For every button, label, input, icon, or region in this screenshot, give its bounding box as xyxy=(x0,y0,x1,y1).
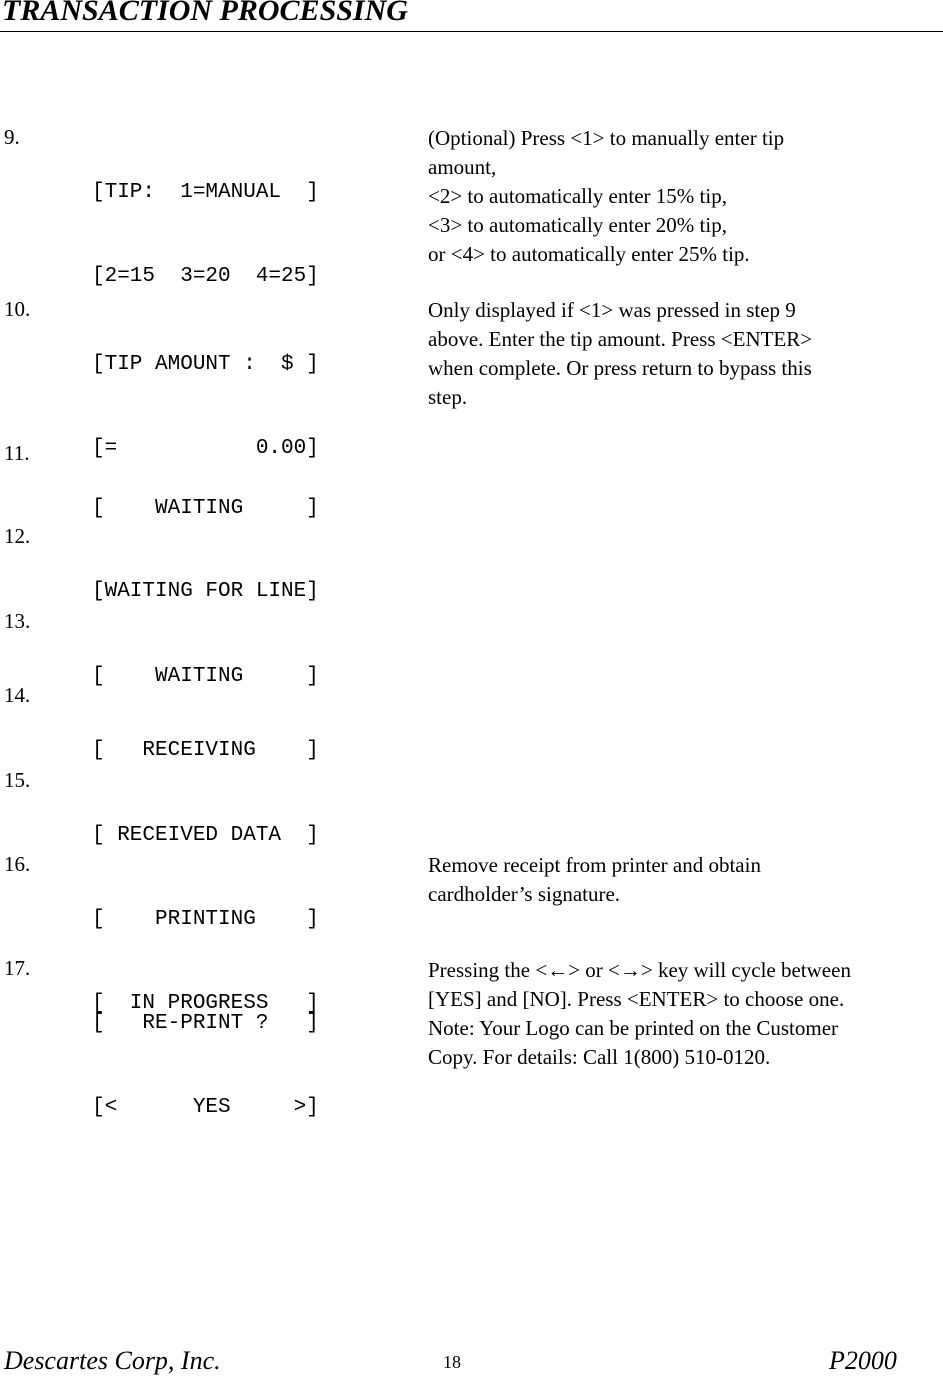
step-description xyxy=(428,851,761,909)
description-line: Remove receipt from printer and obtain xyxy=(428,853,761,877)
display-line: [= 0.00] xyxy=(92,437,319,460)
description-line: [YES] and [NO]. Press <ENTER> to choose one. xyxy=(428,987,845,1011)
display-line: [TIP: 1=MANUAL ] xyxy=(92,181,319,204)
description-line: Only displayed if <1> was pressed in step 9 xyxy=(428,298,796,322)
step-description xyxy=(428,296,812,412)
description-line: (Optional) Press <1> to manually enter tip xyxy=(428,126,785,150)
step-number: 12. xyxy=(4,524,31,548)
display-line: [ RECEIVED DATA ] xyxy=(92,824,319,847)
step-number: 15. xyxy=(4,768,31,792)
display-line: [2=15 3=20 4=25] xyxy=(92,265,319,288)
step-number: 17. xyxy=(4,956,31,980)
description-line: <2> to automatically enter 15% tip, xyxy=(428,184,727,208)
display-line: [ RE-PRINT ? ] xyxy=(92,1012,319,1035)
display-line: [ RECEIVING ] xyxy=(92,739,319,762)
description-line: above. Enter the tip amount. Press <ENTER> xyxy=(428,327,813,351)
display-line: [< YES >] xyxy=(92,1096,319,1119)
step-description xyxy=(428,956,851,1072)
footer-model: P2000 xyxy=(829,1346,897,1375)
description-line: when complete. Or press return to bypass this xyxy=(428,356,812,380)
footer-company: Descartes Corp, Inc. xyxy=(4,1346,221,1375)
description-line: or <4> to automatically enter 25% tip. xyxy=(428,242,750,266)
display-line: [WAITING FOR LINE] xyxy=(92,580,319,603)
step-number: 10. xyxy=(4,297,31,321)
display-line: [ WAITING ] xyxy=(92,665,319,688)
page-number: 18 xyxy=(443,1352,461,1372)
description-line: Pressing the <←> or <→> key will cycle between xyxy=(428,958,851,982)
display-line: [ PRINTING ] xyxy=(92,908,319,931)
display-line: [ IN PROGRESS ] xyxy=(92,992,319,1015)
description-line: amount, xyxy=(428,155,497,179)
description-line: step. xyxy=(428,385,468,409)
step-number: 14. xyxy=(4,683,31,707)
step-description xyxy=(428,124,784,269)
description-line: Note: Your Logo can be printed on the Customer xyxy=(428,1016,839,1040)
step-number: 9. xyxy=(4,125,20,149)
step-number: 16. xyxy=(4,852,31,876)
description-line: cardholder’s signature. xyxy=(428,882,621,906)
display-line: [TIP AMOUNT : $ ] xyxy=(92,353,319,376)
description-line: Copy. For details: Call 1(800) 510-0120. xyxy=(428,1045,771,1069)
page-header xyxy=(0,0,943,32)
description-line: <3> to automatically enter 20% tip, xyxy=(428,213,727,237)
display-text xyxy=(92,954,319,1178)
page-title: TRANSACTION PROCESSING xyxy=(2,0,408,27)
display-line: [ WAITING ] xyxy=(92,497,319,520)
step-number: 11. xyxy=(4,441,30,465)
step-number: 13. xyxy=(4,609,31,633)
